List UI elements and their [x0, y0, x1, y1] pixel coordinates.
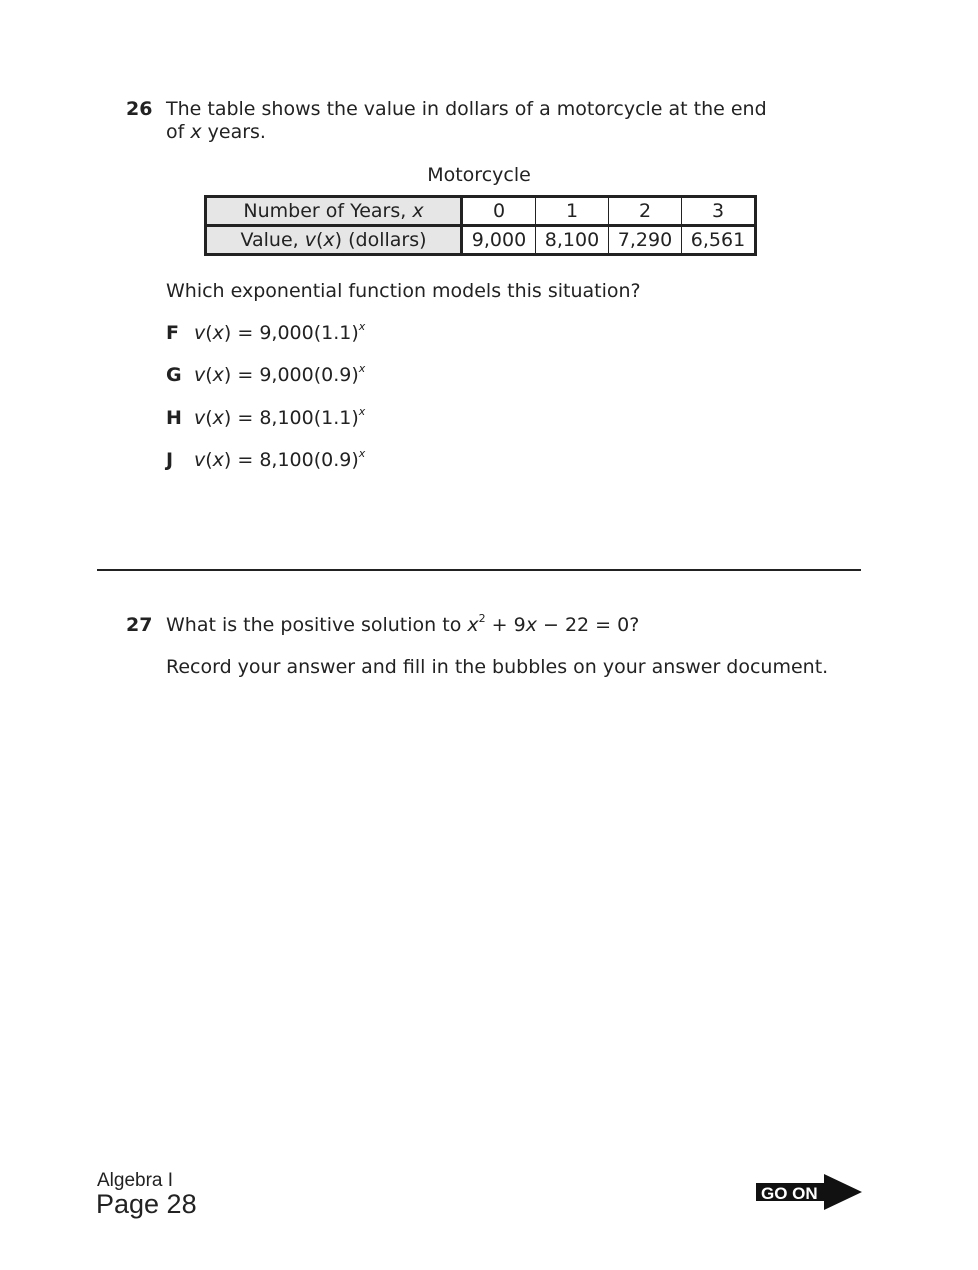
- text-segment: Number of Years,: [243, 200, 413, 222]
- function-name: v: [304, 229, 316, 251]
- exponent: 2: [478, 612, 486, 625]
- option-expression: $v(x) = 9,000(0.9)^x$: [194, 362, 366, 386]
- question-text: [166, 614, 828, 679]
- table-cell: 2: [609, 197, 682, 226]
- option-letter: J: [166, 449, 174, 471]
- function-name: v: [194, 364, 206, 386]
- text-segment: years.: [201, 121, 266, 143]
- table-row-years: [206, 197, 756, 226]
- question-line-1: [166, 614, 828, 637]
- row-header-values: [206, 226, 462, 255]
- question-text: [166, 98, 767, 144]
- question-number: 26: [126, 98, 153, 120]
- text-segment: What is the positive solution to: [166, 614, 468, 636]
- table-row-values: [206, 226, 756, 255]
- table-cell: 8,100: [536, 226, 609, 255]
- exponent: x: [358, 447, 366, 460]
- function-name: v: [194, 407, 206, 429]
- function-name: v: [194, 322, 206, 344]
- go-on-arrow-icon: [756, 1174, 862, 1210]
- question-number: 27: [126, 614, 153, 636]
- text-segment: Value,: [240, 229, 305, 251]
- text-segment: (: [315, 229, 324, 251]
- go-on-label: GO ON: [761, 1184, 818, 1203]
- text-segment: of: [166, 121, 191, 143]
- text-segment: ) = 8,100(1.1): [223, 407, 359, 429]
- text-segment: + 9: [485, 614, 526, 636]
- option-letter: H: [166, 407, 182, 429]
- variable: x: [212, 322, 224, 344]
- option-letter: G: [166, 364, 182, 386]
- option-expression: $v(x) = 8,100(1.1)^x$: [194, 405, 366, 429]
- prompt-text: Which exponential function models this situation?: [166, 280, 641, 302]
- variable: x: [212, 449, 224, 471]
- motorcycle-table: [204, 195, 757, 256]
- footer-page-number: Page 28: [96, 1189, 197, 1219]
- instruction-text: Record your answer and fill in the bubbles on your answer document.: [166, 656, 829, 678]
- question-line-2: [166, 121, 767, 144]
- section-divider: [97, 569, 861, 571]
- table-cell: 9,000: [462, 226, 536, 255]
- exponent: x: [358, 405, 366, 418]
- exponent: x: [358, 362, 366, 375]
- row-header-years: [206, 197, 462, 226]
- text-segment: ) = 8,100(0.9): [223, 449, 359, 471]
- text-segment: ) = 9,000(0.9): [223, 364, 359, 386]
- question-prompt: [166, 280, 641, 303]
- variable: x: [525, 614, 537, 636]
- text-segment: ) = 9,000(1.1): [223, 322, 359, 344]
- variable: x: [212, 407, 224, 429]
- option-expression: $v(x) = 8,100(0.9)^x$: [194, 447, 366, 471]
- footer-subject: Algebra I: [97, 1170, 174, 1191]
- option-letter: F: [166, 322, 179, 344]
- table-cell: 0: [462, 197, 536, 226]
- table-cell: 1: [536, 197, 609, 226]
- question-line-1: The table shows the value in dollars of a motorcycle at the end: [166, 98, 767, 120]
- variable: x: [412, 200, 424, 222]
- text-segment: − 22 = 0?: [536, 614, 640, 636]
- table-cell: 3: [682, 197, 756, 226]
- option-expression: $v(x) = 9,000(1.1)^x$: [194, 320, 366, 344]
- function-name: v: [194, 449, 206, 471]
- text-segment: ) (dollars): [334, 229, 427, 251]
- variable: x: [212, 364, 224, 386]
- variable: x: [467, 614, 479, 636]
- table-title: Motorcycle: [427, 164, 531, 186]
- table-cell: 7,290: [609, 226, 682, 255]
- table-cell: 6,561: [682, 226, 756, 255]
- variable: x: [190, 121, 202, 143]
- variable: x: [323, 229, 335, 251]
- exponent: x: [358, 320, 366, 333]
